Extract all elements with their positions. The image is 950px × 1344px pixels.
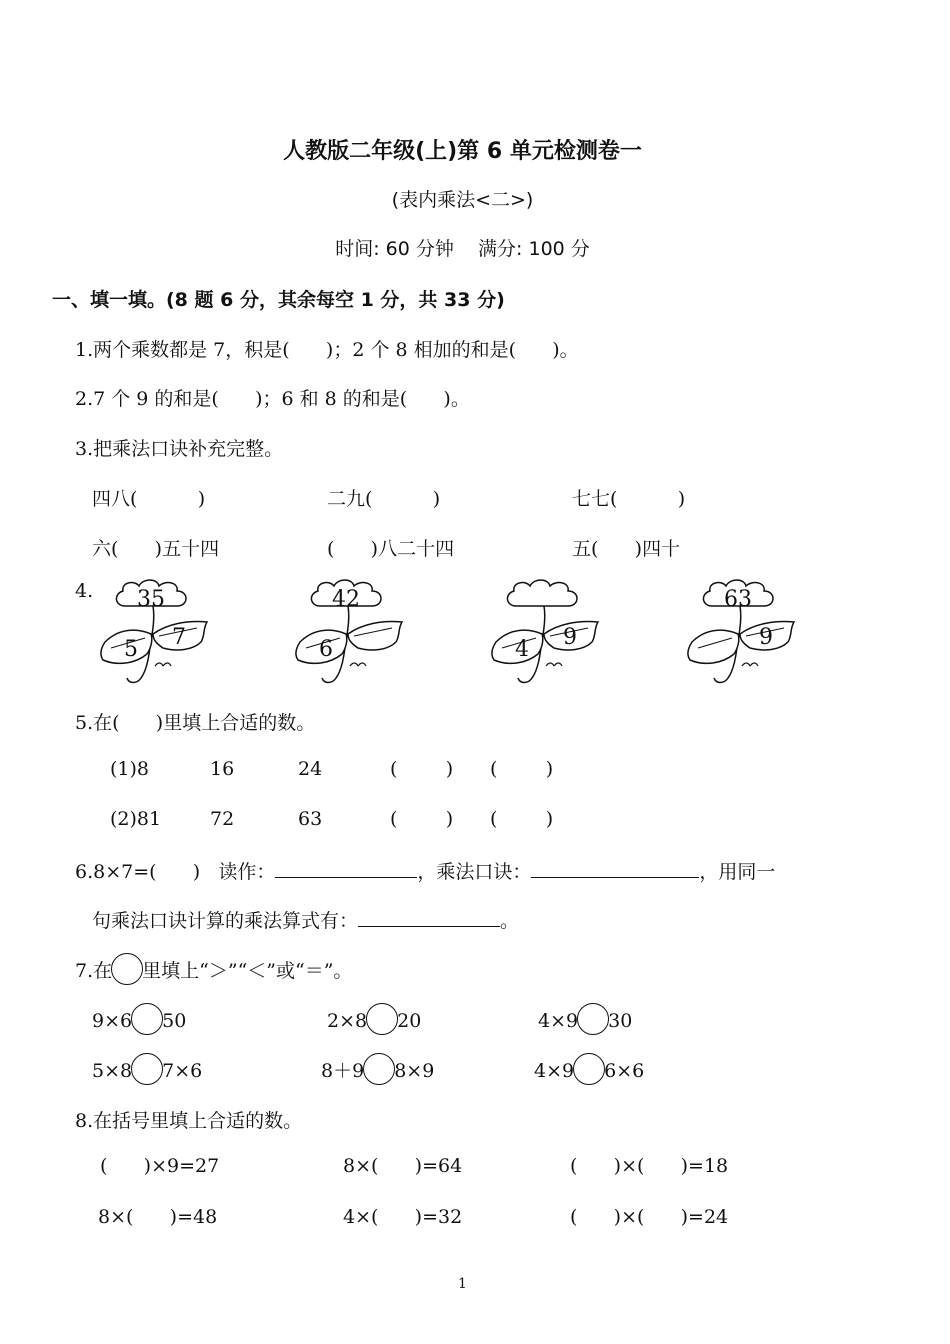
sprout-icon (742, 663, 758, 666)
compare-circle[interactable] (131, 1053, 163, 1085)
compare-circle[interactable] (363, 1053, 395, 1085)
q3-item: 五( )四十 (572, 538, 681, 560)
q7-right: 30 (608, 1010, 633, 1032)
question-6-line1 (75, 857, 775, 884)
compare-circle[interactable] (573, 1053, 605, 1085)
cloud-icon (507, 580, 577, 606)
time-score-info: 时间: 60 分钟 满分: 100 分 (335, 238, 590, 260)
q8-item: 8×( )=64 (343, 1155, 463, 1177)
q5-cell: ( ) (490, 758, 554, 780)
question-2: 2.7 个 9 的和是( )；6 和 8 的和是( )。 (75, 388, 470, 410)
flower-left-number: 6 (319, 637, 333, 662)
q7-left: 5×8 (92, 1060, 133, 1082)
q8-item: ( )×9=27 (100, 1155, 220, 1177)
flower-top-number: 63 (724, 587, 752, 612)
q5-cell: (2)81 (110, 808, 162, 830)
flower-left-number: 5 (124, 637, 138, 662)
sprout-icon (350, 663, 366, 666)
q8-item: ( )×( )=18 (570, 1155, 729, 1177)
q8-item: 8×( )=48 (98, 1206, 218, 1228)
flower-top-number: 35 (137, 587, 165, 612)
question-4-label: 4. (75, 580, 94, 602)
q5-cell: 24 (298, 758, 323, 780)
flower-top-number: 42 (332, 587, 360, 612)
q8-item: ( )×( )=24 (570, 1206, 729, 1228)
answer-blank[interactable] (275, 859, 417, 878)
q5-cell: ( ) (490, 808, 554, 830)
answer-blank[interactable] (358, 908, 500, 927)
sprout-icon (546, 663, 562, 666)
question-5-prompt: 5.在( )里填上合适的数。 (75, 712, 316, 734)
q7-left: 4×9 (538, 1010, 579, 1032)
q7-right: 6×6 (604, 1060, 645, 1082)
page-title: 人教版二年级(上)第 6 单元检测卷一 (283, 139, 642, 164)
q7-item (92, 1056, 202, 1088)
sprout-icon (155, 663, 171, 666)
question-1: 1.两个乘数都是 7，积是( )；2 个 8 相加的和是( )。 (75, 339, 579, 361)
flower-diagram (97, 578, 222, 693)
q3-item: ( )八二十四 (327, 538, 455, 560)
compare-circle[interactable] (577, 1003, 609, 1035)
compare-circle-icon (111, 953, 143, 985)
q7-right: 20 (397, 1010, 422, 1032)
flower-right-number: 9 (759, 625, 773, 650)
left-leaf-icon (688, 630, 739, 663)
q3-item: 六( )五十四 (92, 538, 220, 560)
q5-cell: (1)8 (110, 758, 150, 780)
flower-right-number: 9 (563, 625, 577, 650)
q6-text: 句乘法口诀计算的乘法算式有： (92, 910, 359, 932)
q5-cell: 16 (210, 758, 235, 780)
question-3-prompt: 3.把乘法口诀补充完整。 (75, 438, 284, 460)
flower-right-number: 7 (172, 625, 186, 650)
q6-text: ，用同一 (699, 861, 776, 883)
flower-diagram (684, 578, 809, 693)
q5-cell: ( ) (390, 758, 454, 780)
q3-item: 四八( ) (92, 488, 206, 510)
flower-diagram (488, 578, 613, 693)
q3-item: 二九( ) (327, 488, 441, 510)
q7-text: 里填上“＞”“＜”或“＝”。 (142, 960, 353, 982)
q5-cell: 72 (210, 808, 235, 830)
flower-diagram (292, 578, 417, 693)
question-7-prompt (75, 956, 352, 988)
q7-left: 9×6 (92, 1010, 133, 1032)
flower-left-number: 4 (515, 637, 529, 662)
compare-circle[interactable] (131, 1003, 163, 1035)
q6-text: ，乘法口诀： (417, 861, 532, 883)
q6-text: 6.8×7=( ) 读作： (75, 861, 276, 883)
q5-cell: 63 (298, 808, 323, 830)
q7-right: 7×6 (162, 1060, 203, 1082)
q7-right: 50 (162, 1010, 187, 1032)
q5-cell: ( ) (390, 808, 454, 830)
page-number: 1 (458, 1276, 467, 1292)
q7-item (538, 1006, 632, 1038)
q7-left: 4×9 (534, 1060, 575, 1082)
q7-left: 8＋9 (321, 1060, 365, 1082)
compare-circle[interactable] (366, 1003, 398, 1035)
q7-right: 8×9 (394, 1060, 435, 1082)
question-6-line2 (92, 906, 519, 933)
q8-item: 4×( )=32 (343, 1206, 463, 1228)
q6-text: 。 (500, 910, 520, 932)
question-8-prompt: 8.在括号里填上合适的数。 (75, 1110, 303, 1132)
q7-left: 2×8 (327, 1010, 368, 1032)
q7-item (92, 1006, 186, 1038)
answer-blank[interactable] (531, 859, 699, 878)
q3-item: 七七( ) (572, 488, 686, 510)
q7-item (321, 1056, 434, 1088)
section-heading: 一、填一填。(8 题 6 分，其余每空 1 分，共 33 分) (52, 289, 505, 311)
q7-item (534, 1056, 644, 1088)
q7-item (327, 1006, 421, 1038)
q7-text: 7.在 (75, 960, 113, 982)
page-subtitle: (表内乘法<二>) (391, 189, 534, 211)
